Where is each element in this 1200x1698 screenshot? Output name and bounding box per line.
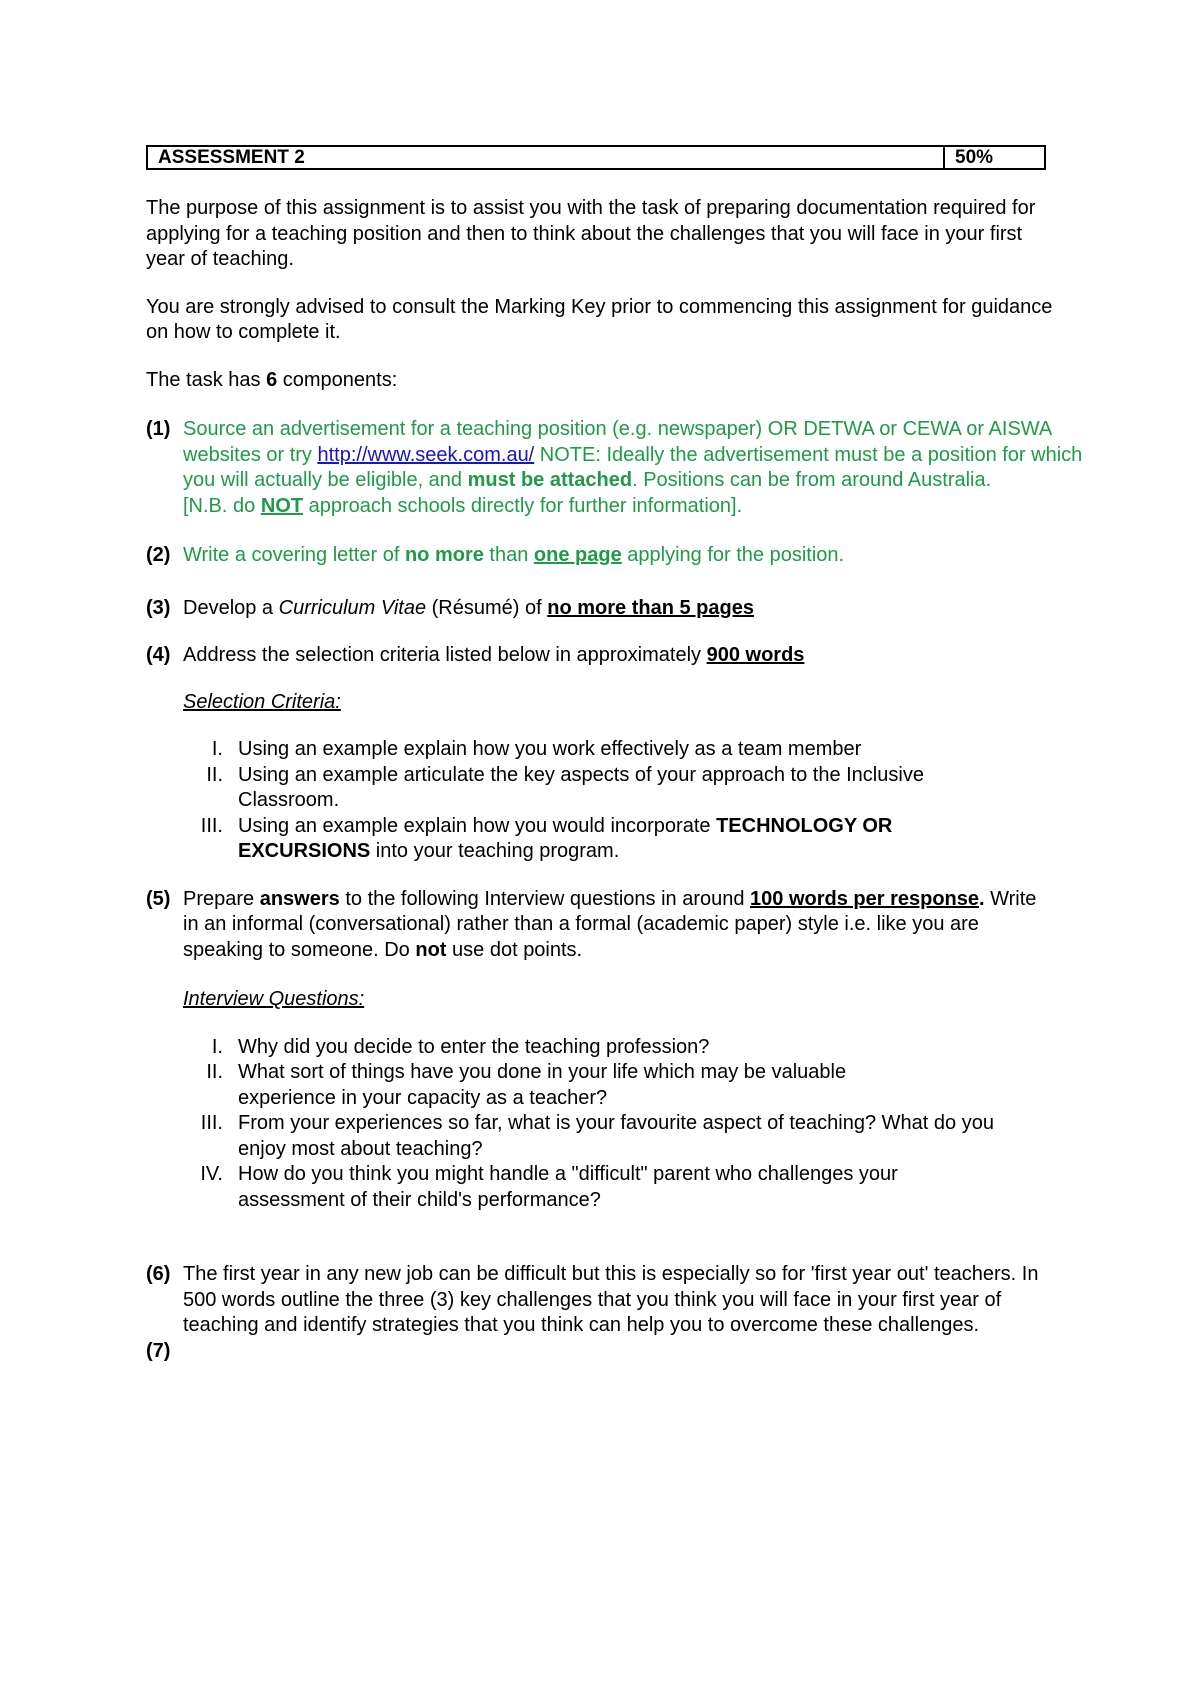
component-1: [146, 417, 1106, 519]
list-numeral: I.: [211, 738, 223, 760]
list-item: [183, 763, 1106, 814]
component-number: (1): [146, 418, 171, 440]
interview-questions-heading: Interview Questions:: [183, 988, 365, 1010]
list-item-text: What sort of things have you done in your life which may be valuable experience in your capacity as a teacher?: [238, 1061, 847, 1109]
list-item-text: [238, 814, 958, 865]
list-numeral: I.: [211, 1035, 223, 1058]
task-count: 6: [266, 368, 278, 391]
c5-text-3: to the following Interview questions in around: [339, 887, 751, 910]
c2-text-1: Write a covering letter of: [183, 544, 405, 566]
component-6-text: The first year in any new job can be difficult but this is especially so for 'first year out' teachers. In 500 words outline the three (3) key challenges that you think you will face in your first year of teaching and identify strategies that you think can help you to overcome these challenges.: [183, 1263, 1039, 1336]
component-2: [146, 543, 1106, 569]
component-5: [146, 887, 1106, 1214]
c3-page-limit: no more than 5 pages: [547, 596, 754, 619]
c1-not: NOT: [260, 494, 304, 517]
assessment-title: ASSESSMENT 2: [148, 147, 945, 168]
c2-text-5: applying for the position.: [621, 544, 845, 566]
list-item-text: Why did you decide to enter the teaching profession?: [238, 1035, 710, 1058]
component-1-text: [183, 417, 1106, 519]
assessment-header-table: [146, 145, 1046, 170]
list-item: [183, 814, 1106, 865]
component-2-text: [183, 543, 1106, 569]
advice-paragraph: You are strongly advised to consult the Marking Key prior to commencing this assignment for guidance on how to complete it.: [146, 295, 1053, 343]
component-7: [146, 1339, 1106, 1365]
c4-text-1: Address the selection criteria listed below in approximately: [183, 644, 707, 666]
c5-text-1: Prepare: [183, 887, 260, 910]
list-numeral: III.: [200, 1112, 223, 1134]
c1-text-7: approach schools directly for further information].: [303, 494, 743, 517]
seek-link[interactable]: http://www.seek.com.au/: [317, 443, 535, 466]
list-item-text: From your experiences so far, what is your favourite aspect of teaching? What do you enjoy most about teaching?: [238, 1112, 994, 1160]
c2-no-more: no more: [404, 544, 484, 566]
component-4: [146, 643, 1106, 865]
c4-item3-emphasis: TECHNOLOGY OR EXCURSIONS: [238, 814, 893, 862]
c5-word-count: 100 words per response: [750, 887, 980, 910]
c5-not: not: [415, 938, 447, 961]
c1-text-1: Source an advertisement for a teaching position (e.g. newspaper) OR DETWA or CEWA or AISWA websites or try: [183, 418, 1052, 466]
list-item-text: Using an example explain how you work effectively as a team member: [238, 738, 862, 760]
list-item: [183, 1111, 1043, 1162]
list-item: [183, 737, 1106, 763]
list-item: [183, 1035, 1043, 1061]
list-item-text: Using an example articulate the key aspects of your approach to the Inclusive Classroom.: [238, 763, 924, 811]
list-item-text: How do you think you might handle a "difficult" parent who challenges your assessment of their child's performance?: [238, 1163, 898, 1211]
list-numeral: II.: [206, 1061, 223, 1083]
component-number: (2): [146, 544, 171, 566]
list-numeral: III.: [200, 814, 223, 837]
document-page: [146, 145, 1106, 1364]
component-number: (6): [146, 1263, 171, 1285]
c3-curriculum-vitae: Curriculum Vitae: [278, 596, 427, 619]
c1-text-4: . Positions can be from around Australia.: [632, 469, 992, 491]
c3-text-1: Develop a: [183, 596, 279, 619]
component-number: (3): [146, 596, 171, 619]
component-7-text: [183, 1339, 1106, 1365]
c1-text-5: [N.B. do: [183, 494, 261, 517]
task-count-paragraph: [146, 368, 1106, 394]
list-numeral: II.: [206, 763, 223, 786]
selection-criteria-heading: Selection Criteria:: [183, 690, 341, 713]
c4-item3-text-c: into your teaching program.: [370, 840, 620, 862]
component-number: (5): [146, 887, 171, 910]
list-numeral: IV.: [200, 1163, 223, 1185]
component-number: (7): [146, 1339, 171, 1362]
interview-questions-list: [183, 1035, 1043, 1214]
purpose-paragraph: The purpose of this assignment is to assist you with the task of preparing documentation required for applying for a teaching position and then to think about the challenges that you will face in your first year of teaching.: [146, 197, 1036, 270]
component-3: [146, 596, 1106, 622]
task-text-a: The task has: [146, 368, 267, 391]
selection-criteria-list: [183, 737, 1106, 865]
component-6: [146, 1262, 1106, 1339]
c1-must-be-attached: must be attached: [467, 469, 633, 491]
component-3-text: [183, 596, 1106, 622]
task-text-c: components:: [277, 368, 398, 391]
c5-period: .: [979, 887, 985, 910]
c5-answers: answers: [259, 887, 340, 910]
assessment-weight: 50%: [955, 147, 994, 168]
component-5-text: [183, 887, 1043, 1214]
c5-text-8: use dot points.: [446, 938, 583, 961]
c2-text-3: than: [483, 544, 534, 566]
c1-text-2: NOTE: Ideally the advertisement must be a position for which you will actually be eligible, and: [183, 443, 1083, 491]
c4-word-count: 900 words: [706, 644, 805, 666]
c2-one-page: one page: [533, 544, 622, 566]
component-4-text: [183, 643, 1106, 865]
list-item: [183, 1162, 1043, 1213]
component-number: (4): [146, 644, 171, 666]
c3-text-3: (Résumé) of: [426, 596, 548, 619]
list-item: [183, 1060, 1043, 1111]
c5-text-6: Write in an informal (conversational) rather than a formal (academic paper) style i.e. like you are speaking to someone. Do: [183, 887, 1037, 961]
c4-item3-text-a: Using an example explain how you would incorporate: [238, 814, 717, 837]
